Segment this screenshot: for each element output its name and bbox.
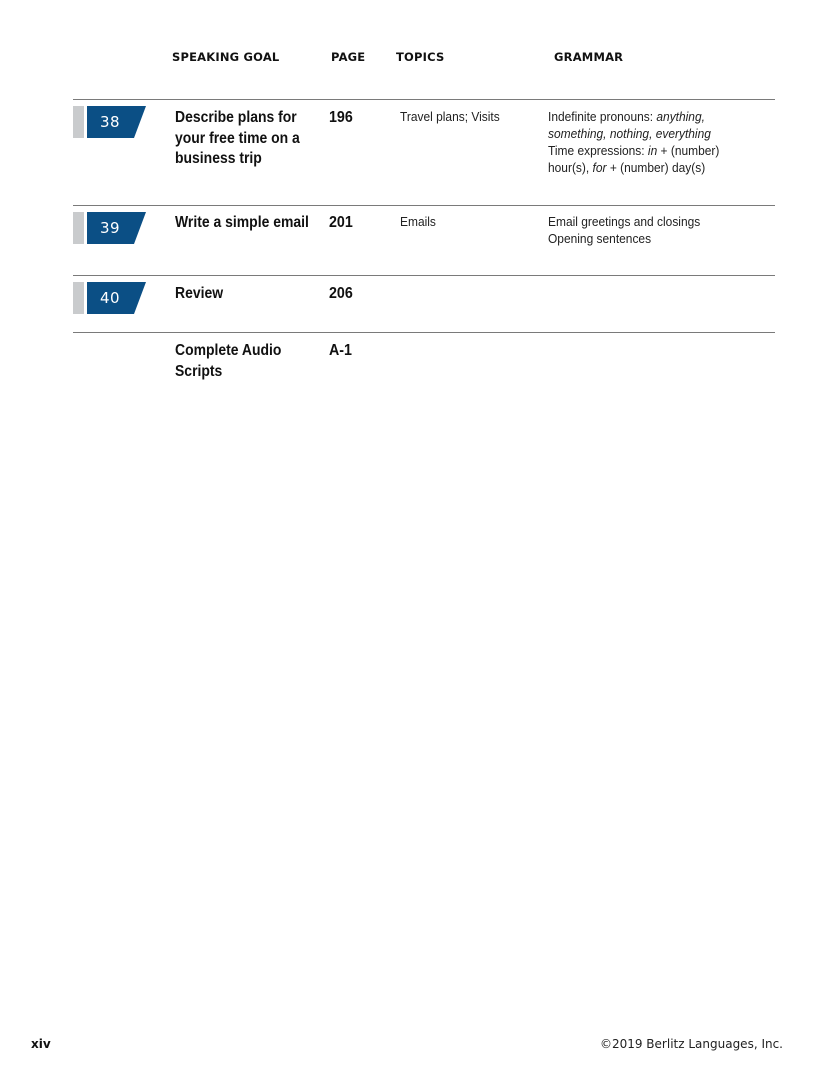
topics: Travel plans; Visits bbox=[400, 109, 500, 124]
row-divider bbox=[73, 332, 775, 333]
row-divider bbox=[73, 205, 775, 206]
header-grammar: GRAMMAR bbox=[554, 50, 624, 64]
row-divider bbox=[73, 275, 775, 276]
unit-number: 39 bbox=[99, 219, 121, 237]
grammar: Indefinite pronouns: anything, something, nothing, everything Time expressions: in + (number) hour(s), for + (number) day(s) bbox=[548, 109, 720, 175]
footer-copyright: ©2019 Berlitz Languages, Inc. bbox=[599, 1037, 783, 1051]
page-number: A-1 bbox=[329, 342, 352, 359]
unit-badge bbox=[73, 106, 149, 138]
speaking-goal: Describe plans for your free time on a business trip bbox=[175, 109, 300, 167]
unit-badge bbox=[73, 212, 149, 244]
grammar: Email greetings and closings Opening sentences bbox=[548, 214, 701, 246]
unit-number: 38 bbox=[99, 113, 121, 131]
page-number: 201 bbox=[329, 214, 353, 231]
header-page: PAGE bbox=[331, 50, 366, 64]
row-divider bbox=[73, 99, 775, 100]
footer-page-number: xiv bbox=[31, 1037, 51, 1051]
topics: Emails bbox=[400, 214, 436, 229]
page-number: 196 bbox=[329, 109, 353, 126]
page-number: 206 bbox=[329, 285, 353, 302]
unit-badge bbox=[73, 282, 149, 314]
header-topics: TOPICS bbox=[396, 50, 445, 64]
speaking-goal: Review bbox=[175, 285, 224, 302]
header-speaking-goal: SPEAKING GOAL bbox=[172, 50, 280, 64]
unit-number: 40 bbox=[99, 289, 121, 307]
speaking-goal: Complete Audio Scripts bbox=[175, 342, 282, 380]
speaking-goal: Write a simple email bbox=[175, 214, 309, 231]
